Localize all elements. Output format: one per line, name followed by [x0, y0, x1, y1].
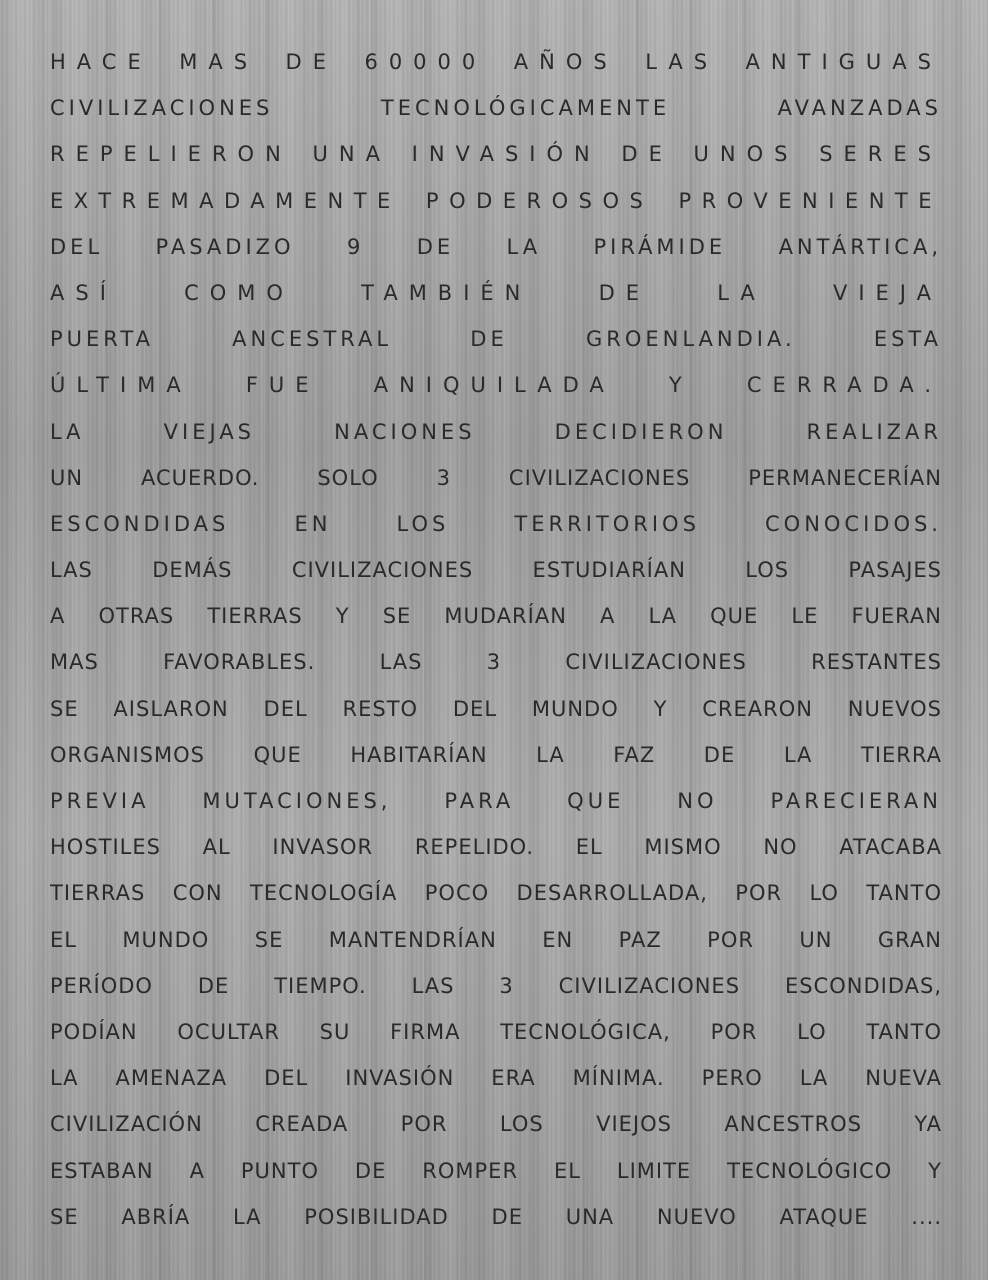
text-line: CIVILIZACIONES TECNOLÓGICAMENTE AVANZADAS [50, 96, 942, 121]
text-line: SE ABRÍA LA POSIBILIDAD DE UNA NUEVO ATAQUE .... [50, 1204, 942, 1229]
text-line: ESCONDIDAS EN LOS TERRITORIOS CONOCIDOS. [50, 511, 942, 536]
document-body [50, 39, 942, 1240]
text-line: ORGANISMOS QUE HABITARÍAN LA FAZ DE LA TIERRA [50, 742, 942, 767]
text-line: A OTRAS TIERRAS Y SE MUDARÍAN A LA QUE LE FUERAN [50, 604, 942, 629]
text-line: PREVIA MUTACIONES, PARA QUE NO PARECIERAN [50, 789, 942, 813]
text-line: LA VIEJAS NACIONES DECIDIERON REALIZAR [50, 419, 942, 444]
text-line: MAS FAVORABLES. LAS 3 CIVILIZACIONES RESTANTES [50, 650, 942, 675]
text-line: HOSTILES AL INVASOR REPELIDO. EL MISMO NO ATACABA [50, 835, 942, 860]
text-line: SE AISLARON DEL RESTO DEL MUNDO Y CREARON NUEVOS [50, 696, 942, 721]
text-line: UN ACUERDO. SOLO 3 CIVILIZACIONES PERMANECERÍAN [50, 465, 942, 490]
text-line: PERÍODO DE TIEMPO. LAS 3 CIVILIZACIONES ESCONDIDAS, [50, 973, 942, 998]
text-line: CIVILIZACIÓN CREADA POR LOS VIEJOS ANCESTROS YA [50, 1112, 942, 1137]
text-line: HACE MAS DE 60000 AÑOS LAS ANTIGUAS [50, 50, 942, 74]
text-line: PODÍAN OCULTAR SU FIRMA TECNOLÓGICA, POR LO TANTO [50, 1019, 942, 1044]
text-line: EL MUNDO SE MANTENDRÍAN EN PAZ POR UN GRAN [50, 927, 942, 952]
text-line: LAS DEMÁS CIVILIZACIONES ESTUDIARÍAN LOS PASAJES [50, 558, 942, 583]
text-line: ASÍ COMO TAMBIÉN DE LA VIEJA [50, 280, 942, 305]
text-line: ESTABAN A PUNTO DE ROMPER EL LIMITE TECNOLÓGICO Y [50, 1158, 942, 1183]
text-line: PUERTA ANCESTRAL DE GROENLANDIA. ESTA [50, 327, 942, 352]
text-line: DEL PASADIZO 9 DE LA PIRÁMIDE ANTÁRTICA, [50, 234, 942, 259]
text-line: TIERRAS CON TECNOLOGÍA POCO DESARROLLADA, POR LO TANTO [50, 881, 942, 906]
text-line: EXTREMADAMENTE PODEROSOS PROVENIENTE [50, 188, 942, 213]
text-line: ÚLTIMA FUE ANIQUILADA Y CERRADA. [50, 373, 942, 398]
text-line: LA AMENAZA DEL INVASIÓN ERA MÍNIMA. PERO LA NUEVA [50, 1066, 942, 1091]
text-line: REPELIERON UNA INVASIÓN DE UNOS SERES [50, 142, 942, 167]
